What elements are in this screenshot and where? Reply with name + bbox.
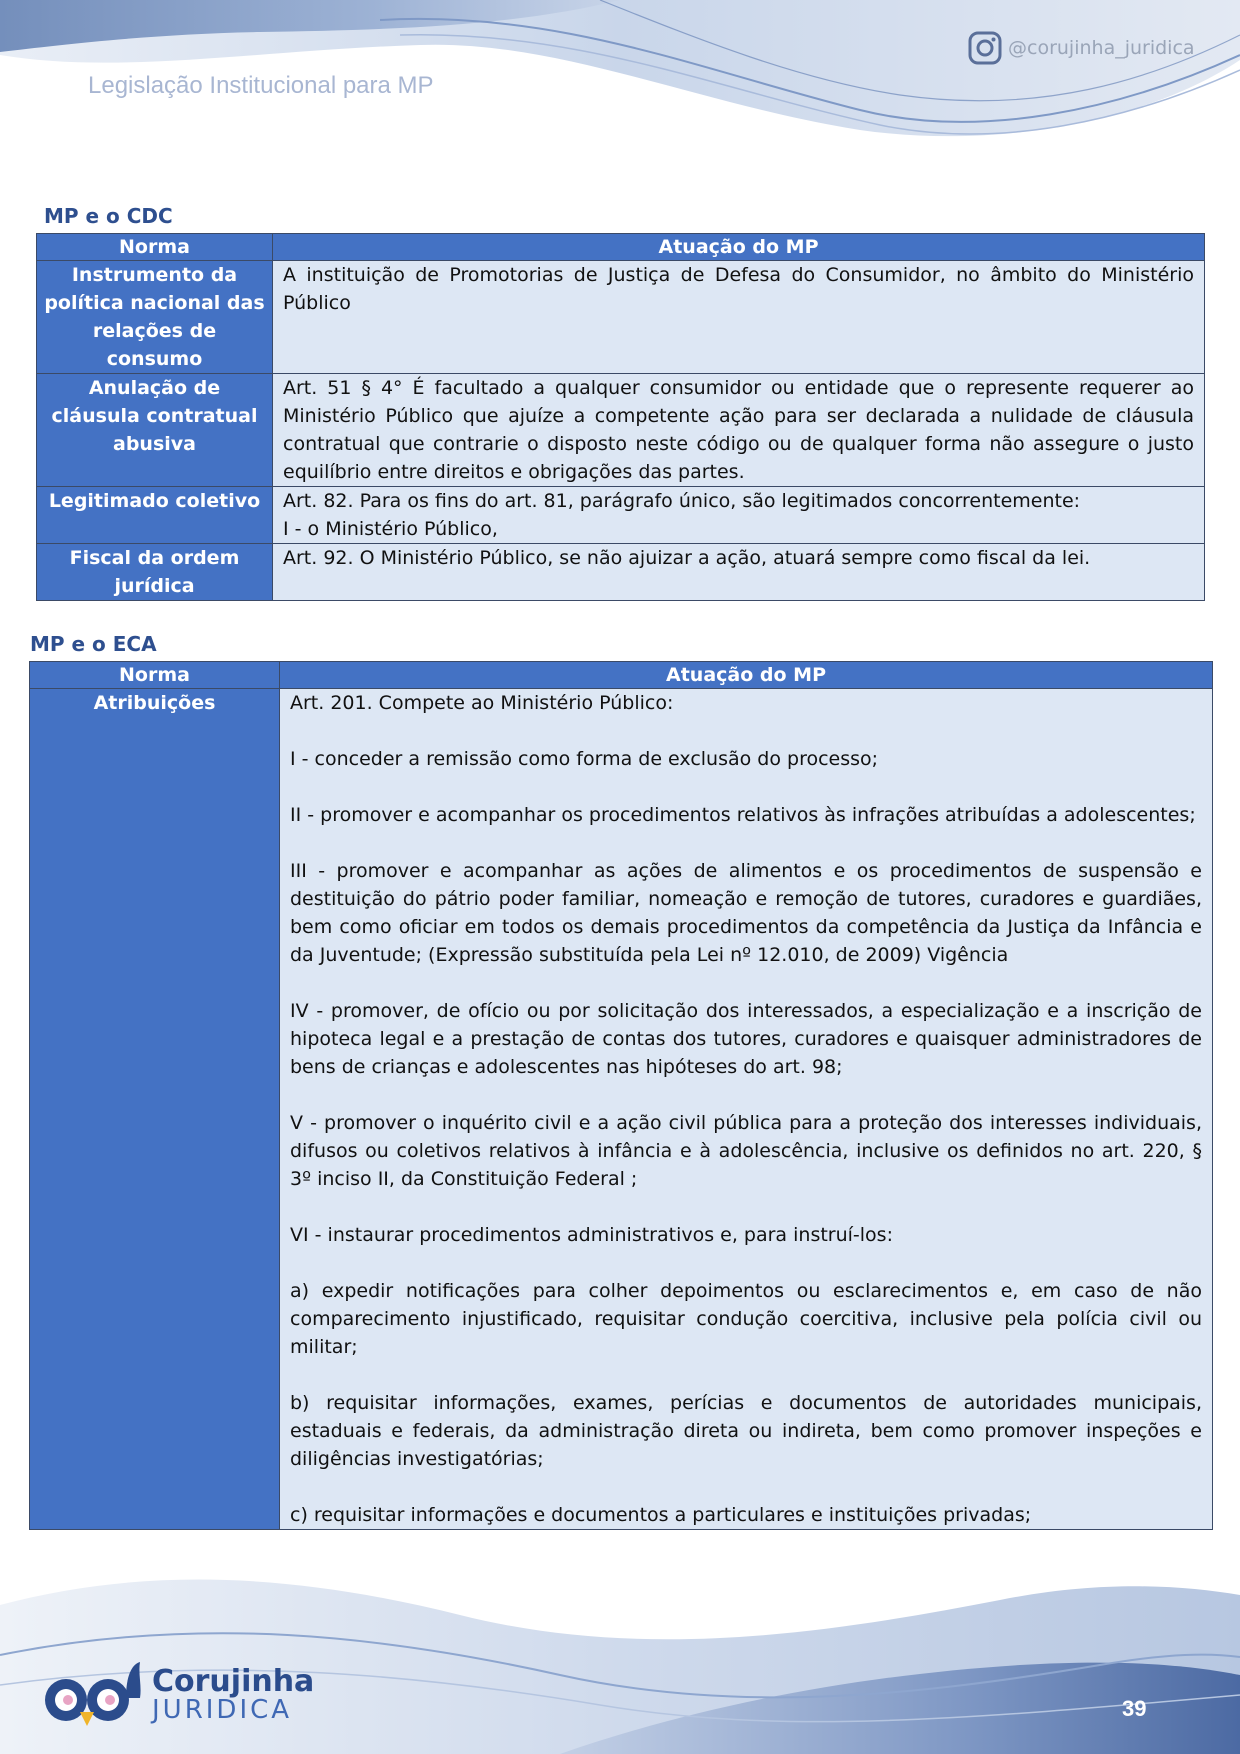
column-header-atuacao: Atuação do MP (280, 662, 1213, 689)
table-row (30, 689, 1213, 1530)
atuacao-cell (280, 689, 1213, 1530)
atuacao-paragraph: II - promover e acompanhar os procedimentos relativos às infrações atribuídas a adolescentes; (290, 804, 1196, 826)
atuacao-text: Art. 92. O Ministério Público, se não ajuizar a ação, atuará sempre como fiscal da lei. (283, 547, 1091, 569)
eca-table (29, 661, 1213, 1530)
atuacao-paragraph: Art. 201. Compete ao Ministério Público: (290, 692, 674, 714)
atuacao-paragraph: a) expedir notificações para colher depoimentos ou esclarecimentos e, em caso de não comparecimento injustificado, requisitar condução coercitiva, inclusive pela polícia civil ou militar; (290, 1280, 1202, 1358)
table-row (37, 544, 1205, 601)
corujinha-logo (40, 1660, 314, 1730)
table-header-row (30, 662, 1213, 689)
atuacao-paragraph: V - promover o inquérito civil e a ação civil pública para a proteção dos interesses individuais, difusos ou coletivos relativos à infância e à adolescência, inclusive os definidos no art. 220, § 3º inciso II, da Constituição Federal ; (290, 1112, 1202, 1190)
cdc-section-title: MP e o CDC (44, 204, 173, 228)
page-number: 39 (1122, 1696, 1147, 1721)
norma-cell: Fiscal da ordem jurídica (37, 544, 273, 601)
atuacao-text: I - o Ministério Público, (283, 518, 498, 540)
norma-cell: Instrumento da política nacional das relações de consumo (37, 261, 273, 374)
table-row (37, 374, 1205, 487)
eca-section-title: MP e o ECA (30, 632, 157, 656)
atuacao-cell (273, 374, 1205, 487)
atuacao-paragraph: c) requisitar informações e documentos a particulares e instituições privadas; (290, 1504, 1032, 1526)
atuacao-text: Art. 51 § 4° É facultado a qualquer consumidor ou entidade que o represente requerer ao Ministério Público que ajuíze a competente ação para ser declarada a nulidade de cláusula contratual que contrarie o disposto neste código ou de qualquer forma não assegure o justo equilíbrio entre direitos e obrigações das partes. (283, 377, 1194, 483)
cdc-table (36, 233, 1205, 601)
instagram-icon (968, 31, 1002, 65)
logo-name-line1: Corujinha (152, 1664, 315, 1699)
atuacao-paragraph: I - conceder a remissão como forma de exclusão do processo; (290, 748, 879, 770)
logo-name-line2: JURIDICA (152, 1695, 293, 1725)
instagram-link[interactable] (968, 31, 1195, 65)
atuacao-paragraph: VI - instaurar procedimentos administrativos e, para instruí-los: (290, 1224, 893, 1246)
atuacao-paragraph: b) requisitar informações, exames, perícias e documentos de autoridades municipais, estaduais e federais, da administração direta ou indireta, bem como promover inspeções e diligências investigatórias; (290, 1392, 1202, 1470)
column-header-norma: Norma (37, 234, 273, 261)
norma-cell: Anulação de cláusula contratual abusiva (37, 374, 273, 487)
table-row (37, 261, 1205, 374)
table-row (37, 487, 1205, 544)
atuacao-text: Art. 82. Para os fins do art. 81, parágrafo único, são legitimados concorrentemente: (283, 490, 1081, 512)
header-title: Legislação Institucional para MP (88, 72, 434, 99)
atuacao-cell (273, 544, 1205, 601)
atuacao-paragraph: IV - promover, de ofício ou por solicitação dos interessados, a especialização e a inscrição de hipoteca legal e a prestação de contas dos tutores, curadores e quaisquer administradores de bens de crianças e adolescentes nas hipóteses do art. 98; (290, 1000, 1202, 1078)
atuacao-text: A instituição de Promotorias de Justiça de Defesa do Consumidor, no âmbito do Ministério Público (283, 264, 1194, 314)
norma-cell: Legitimado coletivo (37, 487, 273, 544)
atuacao-cell (273, 487, 1205, 544)
owl-logo-icon (40, 1660, 148, 1730)
table-header-row (37, 234, 1205, 261)
atuacao-paragraph: III - promover e acompanhar as ações de alimentos e os procedimentos de suspensão e destituição do pátrio poder familiar, nomeação e remoção de tutores, curadores e guardiães, bem como oficiar em todos os demais procedimentos da competência da Justiça da Infância e da Juventude; (Expressão substituída pela Lei nº 12.010, de 2009) Vigência (290, 860, 1202, 966)
column-header-norma: Norma (30, 662, 280, 689)
norma-cell: Atribuições (30, 689, 280, 1530)
instagram-handle: @corujinha_juridica (1008, 37, 1195, 59)
atuacao-cell (273, 261, 1205, 374)
column-header-atuacao: Atuação do MP (273, 234, 1205, 261)
